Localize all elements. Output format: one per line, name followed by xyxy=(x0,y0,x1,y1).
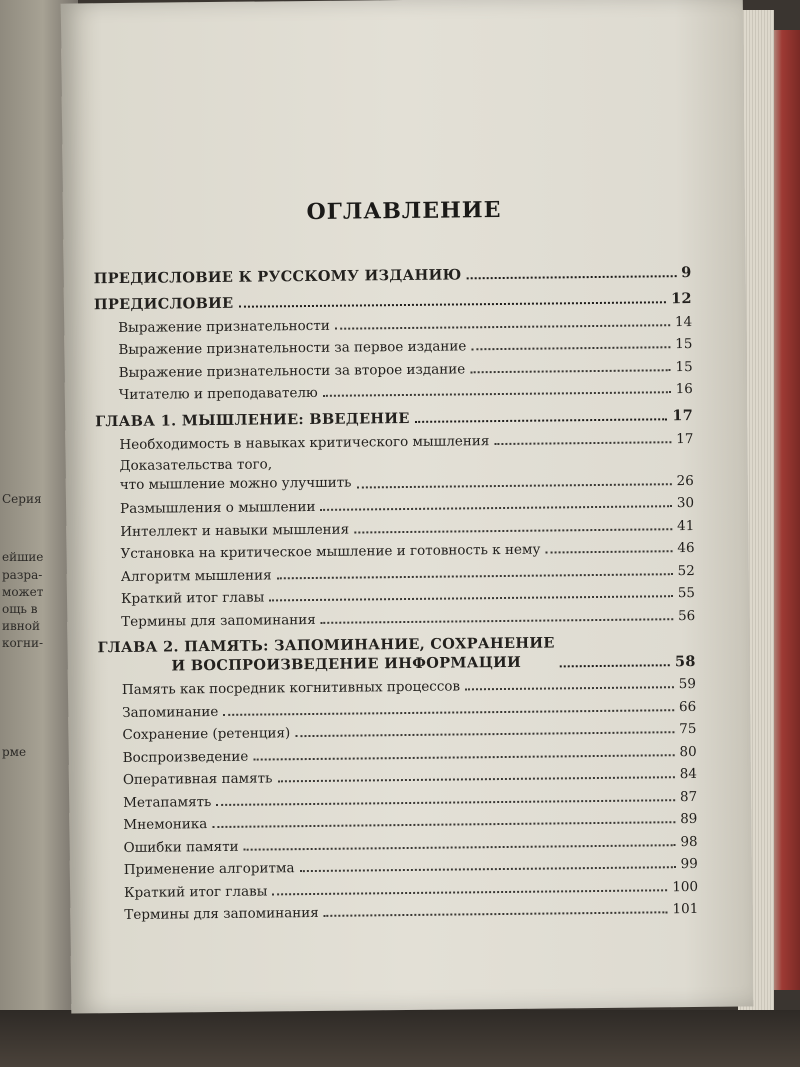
toc-leader-dots xyxy=(465,685,674,690)
book-cover-edge xyxy=(770,30,800,990)
toc-entry-label-line: Доказательства того, xyxy=(119,455,273,474)
table-of-contents xyxy=(94,259,699,923)
left-page-fragment: когни- xyxy=(2,636,44,650)
toc-leader-dots xyxy=(216,798,675,806)
toc-entry-label: Установка на критическое мышление и готовность к нему xyxy=(120,541,541,562)
toc-entry-label xyxy=(120,454,352,494)
toc-entry-label: Запоминание xyxy=(122,703,219,721)
toc-entry-label: Оперативная память xyxy=(122,770,273,788)
toc-entry-label: Сохранение (ретенция) xyxy=(122,725,291,743)
left-page-fragment: ейшие xyxy=(2,550,44,564)
toc-leader-dots xyxy=(324,910,668,917)
toc-entry-page: 56 xyxy=(677,607,696,624)
left-page-fragment: ивной xyxy=(2,619,40,633)
toc-leader-dots xyxy=(321,504,672,511)
page-title: ОГЛАВЛЕНИЕ xyxy=(306,196,502,226)
toc-entry-page: 66 xyxy=(678,698,697,715)
toc-entry-page: 58 xyxy=(674,652,696,670)
left-page-fragment: Серия xyxy=(2,492,42,506)
toc-leader-dots xyxy=(269,594,672,601)
toc-leader-dots xyxy=(212,820,675,828)
toc-leader-dots xyxy=(277,572,673,579)
toc-entry-page: 98 xyxy=(680,833,698,850)
toc-entry-page: 17 xyxy=(676,430,694,447)
toc-entry-label: Мнемоника xyxy=(123,816,208,833)
table-surface xyxy=(0,1010,800,1067)
toc-entry-label: Необходимость в навыках критического мышления xyxy=(119,432,490,453)
toc-leader-dots xyxy=(323,390,671,397)
toc-leader-dots xyxy=(467,274,677,279)
toc-entry-label: Выражение признательности за второе издание xyxy=(118,360,466,381)
left-page-fragment: рме xyxy=(2,745,27,759)
toc-leader-dots xyxy=(253,753,674,760)
left-page-fragment: разра- xyxy=(2,568,43,582)
toc-leader-dots xyxy=(277,775,674,782)
toc-leader-dots xyxy=(321,617,673,624)
toc-leader-dots xyxy=(238,300,666,307)
toc-leader-dots xyxy=(415,417,668,423)
toc-leader-dots xyxy=(300,865,676,872)
toc-leader-dots xyxy=(357,482,672,488)
toc-entry-label: Читателю и преподавателю xyxy=(118,384,318,404)
toc-leader-dots xyxy=(471,345,670,350)
toc-entry-label: Выражение признательности xyxy=(118,317,330,336)
toc-entry-page: 101 xyxy=(672,900,699,918)
toc-entry-label: Интеллект и навыки мышления xyxy=(120,521,350,540)
toc-entry-page: 59 xyxy=(678,675,697,693)
toc-entry-label: ГЛАВА 1. МЫШЛЕНИЕ: ВВЕДЕНИЕ xyxy=(95,409,410,431)
toc-entry-label xyxy=(97,633,555,676)
toc-entry-page: 100 xyxy=(672,878,699,895)
toc-entry-label: ПРЕДИСЛОВИЕ xyxy=(93,294,234,314)
toc-entry-page: 26 xyxy=(676,472,694,489)
toc-entry-page: 89 xyxy=(680,810,698,828)
toc-entry-page: 84 xyxy=(679,765,697,783)
toc-entry-label: Ошибки памяти xyxy=(123,838,239,856)
toc-leader-dots xyxy=(335,323,670,330)
toc-entry-label: Краткий итог главы xyxy=(120,589,265,607)
toc-entry-page: 15 xyxy=(675,335,693,353)
toc-entry-page: 16 xyxy=(675,380,693,398)
toc-entry-page: 15 xyxy=(675,358,693,375)
toc-entry-page: 41 xyxy=(677,517,695,534)
toc-leader-dots xyxy=(494,440,671,445)
toc-entry-label: Память как посредник когнитивных процессов xyxy=(121,678,461,698)
toc-entry-label: Воспроизведение xyxy=(122,748,249,766)
toc-entry-page: 46 xyxy=(677,539,695,557)
toc-entry-page: 12 xyxy=(671,289,692,308)
toc-entry-label-line: что мышление можно улучшить xyxy=(119,474,352,493)
toc-entry-label: Применение алгоритма xyxy=(123,860,295,878)
toc-entry-page: 9 xyxy=(681,263,692,282)
toc-entry-page: 52 xyxy=(677,562,695,579)
toc-entry xyxy=(95,446,693,494)
toc-entry-label: ПРЕДИСЛОВИЕ К РУССКОМУ ИЗДАНИЮ xyxy=(93,266,462,288)
toc-leader-dots xyxy=(354,527,672,533)
toc-leader-dots xyxy=(223,708,674,716)
book-page xyxy=(61,0,754,1014)
toc-leader-dots xyxy=(560,663,670,667)
toc-entry-page: 99 xyxy=(680,855,698,873)
toc-leader-dots xyxy=(244,843,676,851)
toc-entry-label: Алгоритм мышления xyxy=(120,566,272,585)
toc-entry-label-line: ГЛАВА 2. ПАМЯТЬ: ЗАПОМИНАНИЕ, СОХРАНЕНИЕ xyxy=(97,633,555,656)
toc-entry-label: Выражение признательности за первое издание xyxy=(118,338,467,359)
toc-entry-page: 14 xyxy=(674,313,693,330)
toc-leader-dots xyxy=(272,888,667,895)
toc-entry-page: 17 xyxy=(672,406,694,425)
toc-leader-dots xyxy=(470,368,670,373)
left-page-fragment: ощь в xyxy=(2,602,38,616)
toc-entry-page: 55 xyxy=(677,584,696,602)
toc-entry-label: Термины для запоминания xyxy=(121,611,316,630)
toc-leader-dots xyxy=(295,730,674,737)
toc-entry-label: Размышления о мышлении xyxy=(119,498,316,517)
toc-entry-label: Краткий итог главы xyxy=(124,882,268,901)
toc-entry-page: 80 xyxy=(679,743,697,760)
toc-entry-page: 87 xyxy=(679,788,698,805)
toc-leader-dots xyxy=(545,549,672,553)
left-page-fragment: может xyxy=(2,585,44,599)
toc-entry-page: 30 xyxy=(676,494,695,512)
toc-entry-page: 75 xyxy=(679,720,697,738)
toc-entry-label: Метапамять xyxy=(123,793,212,811)
toc-entry-label-line: И ВОСПРОИЗВЕДЕНИЕ ИНФОРМАЦИИ xyxy=(171,653,522,674)
toc-entry xyxy=(97,625,695,675)
toc-entry-label: Термины для запоминания xyxy=(124,904,319,923)
